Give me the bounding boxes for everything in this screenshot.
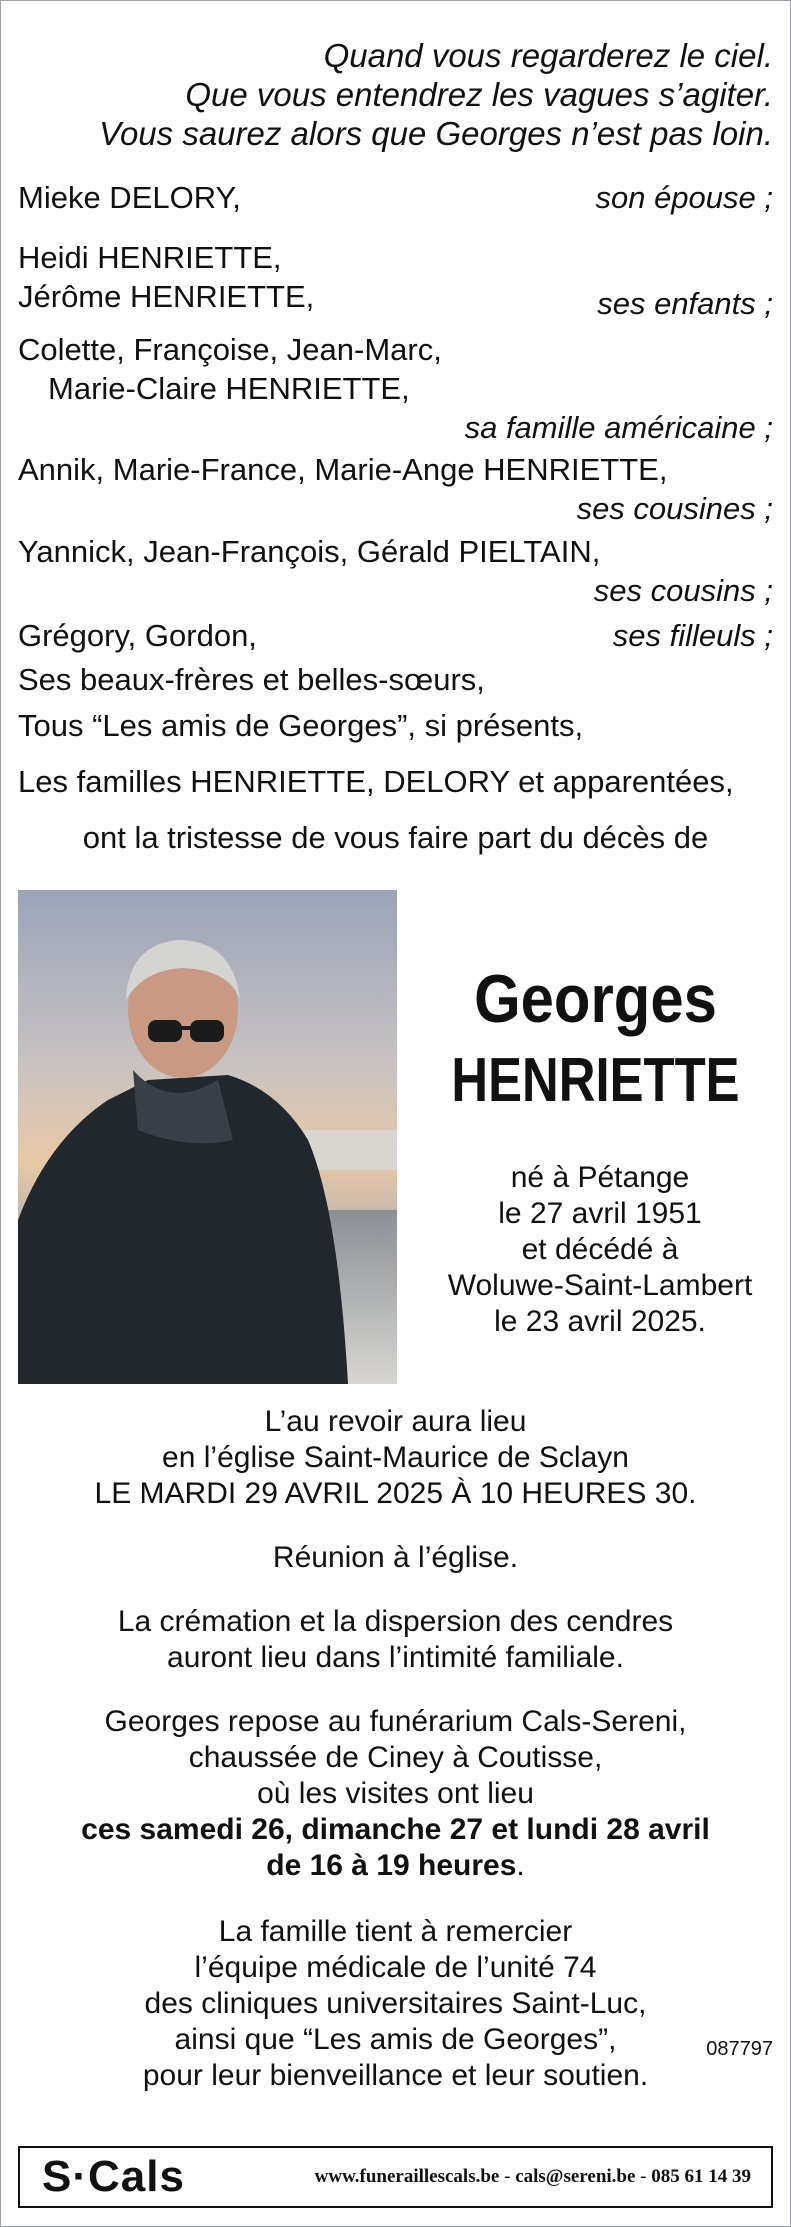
separator: - [499, 2166, 516, 2187]
inlaws-line: Ses beaux-frères et belles-sœurs, [18, 662, 485, 697]
spouse-relation: son épouse ; [595, 180, 773, 215]
thanks-line: La famille tient à remercier [218, 1915, 573, 1948]
thanks-line: l’équipe médicale de l’unité 74 [194, 1951, 597, 1984]
date-line: le 23 avril 2025. [494, 1305, 706, 1338]
email-link[interactable]: cals@sereni.be [515, 2166, 636, 2187]
cremation-info [0, 1604, 791, 1676]
birth-death-info [410, 1160, 790, 1340]
reunion-info: Réunion à l’église. [272, 1541, 519, 1574]
visitation-info [0, 1704, 791, 1884]
american-names: Colette, Françoise, Jean-Marc, [18, 332, 442, 367]
phone-number[interactable]: 085 61 14 39 [651, 2166, 751, 2187]
funeral-home-logo: S·Cals [42, 2152, 185, 2201]
date-line: né à Pétange [510, 1161, 690, 1194]
family-spouse [18, 178, 773, 217]
deceased-last-name: HENRIETTE [451, 1046, 740, 1115]
ceremony-line: en l’église Saint-Maurice de Sclayn [162, 1441, 629, 1474]
family-filleuls [18, 616, 773, 655]
portrait-photo [18, 890, 397, 1384]
family-cousines [18, 450, 773, 528]
quote-line: Que vous entendrez les vagues s’agiter. [185, 76, 773, 113]
visitation-hours-line [0, 1848, 791, 1884]
child-name: Heidi HENRIETTE, [18, 240, 282, 275]
cousins-names: Yannick, Jean-François, Gérald PIELTAIN, [18, 534, 601, 569]
cremation-line: La crémation et la dispersion des cendres [117, 1605, 674, 1638]
filleuls-relation: ses filleuls ; [612, 618, 773, 653]
filleuls-names: Grégory, Gordon, [18, 618, 257, 653]
visitation-days: ces samedi 26, dimanche 27 et lundi 28 avril [81, 1813, 710, 1846]
date-line: Woluwe-Saint-Lambert [447, 1269, 753, 1302]
cousines-names: Annik, Marie-France, Marie-Ange HENRIETTE, [18, 452, 668, 487]
ceremony-line: L’au revoir aura lieu [264, 1405, 527, 1438]
thanks-line: pour leur bienveillance et leur soutien. [142, 2059, 649, 2092]
thanks-line: ainsi que “Les amis de Georges”, [174, 2023, 617, 2056]
family-inlaws [18, 660, 773, 699]
family-families [18, 762, 773, 801]
american-relation: sa famille américaine ; [464, 410, 773, 445]
quote-line: Quand vous regarderez le ciel. [323, 37, 773, 74]
visitation-line: Georges repose au funérarium Cals-Sereni, [104, 1705, 687, 1738]
date-line: le 27 avril 1951 [498, 1197, 702, 1230]
visitation-period: . [516, 1849, 525, 1882]
date-line: et décédé à [521, 1233, 679, 1266]
cousines-relation: ses cousines ; [576, 491, 773, 526]
thanks-info [0, 1914, 791, 2094]
website-link[interactable]: www.funeraillescals.be [314, 2166, 500, 2187]
reference-number: 087797 [706, 2038, 773, 2060]
deceased-first-name: Georges [474, 961, 717, 1037]
cremation-line: auront lieu dans l’intimité familiale. [167, 1641, 624, 1674]
family-cousins [18, 532, 773, 610]
ceremony-line: LE MARDI 29 AVRIL 2025 À 10 HEURES 30. [94, 1477, 697, 1510]
thanks-line: des cliniques universitaires Saint-Luc, [144, 1987, 647, 2020]
family-children [18, 238, 773, 321]
friends-line: Tous “Les amis de Georges”, si présents, [18, 708, 584, 743]
separator: - [635, 2166, 652, 2187]
cousins-relation: ses cousins ; [593, 573, 773, 608]
family-friends [18, 706, 773, 745]
announcement-intro: ont la tristesse de vous faire part du décès de [82, 820, 709, 855]
opening-quote [13, 36, 773, 153]
family-american [18, 330, 773, 447]
ceremony-info [0, 1404, 791, 1512]
quote-line: Vous saurez alors que Georges n’est pas loin. [99, 115, 773, 152]
families-line: Les familles HENRIETTE, DELORY et apparentées, [18, 764, 734, 799]
visitation-line: où les visites ont lieu [257, 1777, 534, 1810]
child-name: Jérôme HENRIETTE, [18, 279, 315, 314]
visitation-hours: de 16 à 19 heures [266, 1849, 517, 1882]
visitation-line: chaussée de Ciney à Coutisse, [188, 1741, 603, 1774]
funeral-home-footer [18, 2146, 773, 2208]
american-names: Marie-Claire HENRIETTE, [48, 371, 410, 406]
portrait-image [18, 890, 397, 1384]
spouse-name: Mieke DELORY, [18, 180, 241, 215]
contact-info [242, 2166, 771, 2188]
children-relation: ses enfants ; [597, 286, 773, 321]
